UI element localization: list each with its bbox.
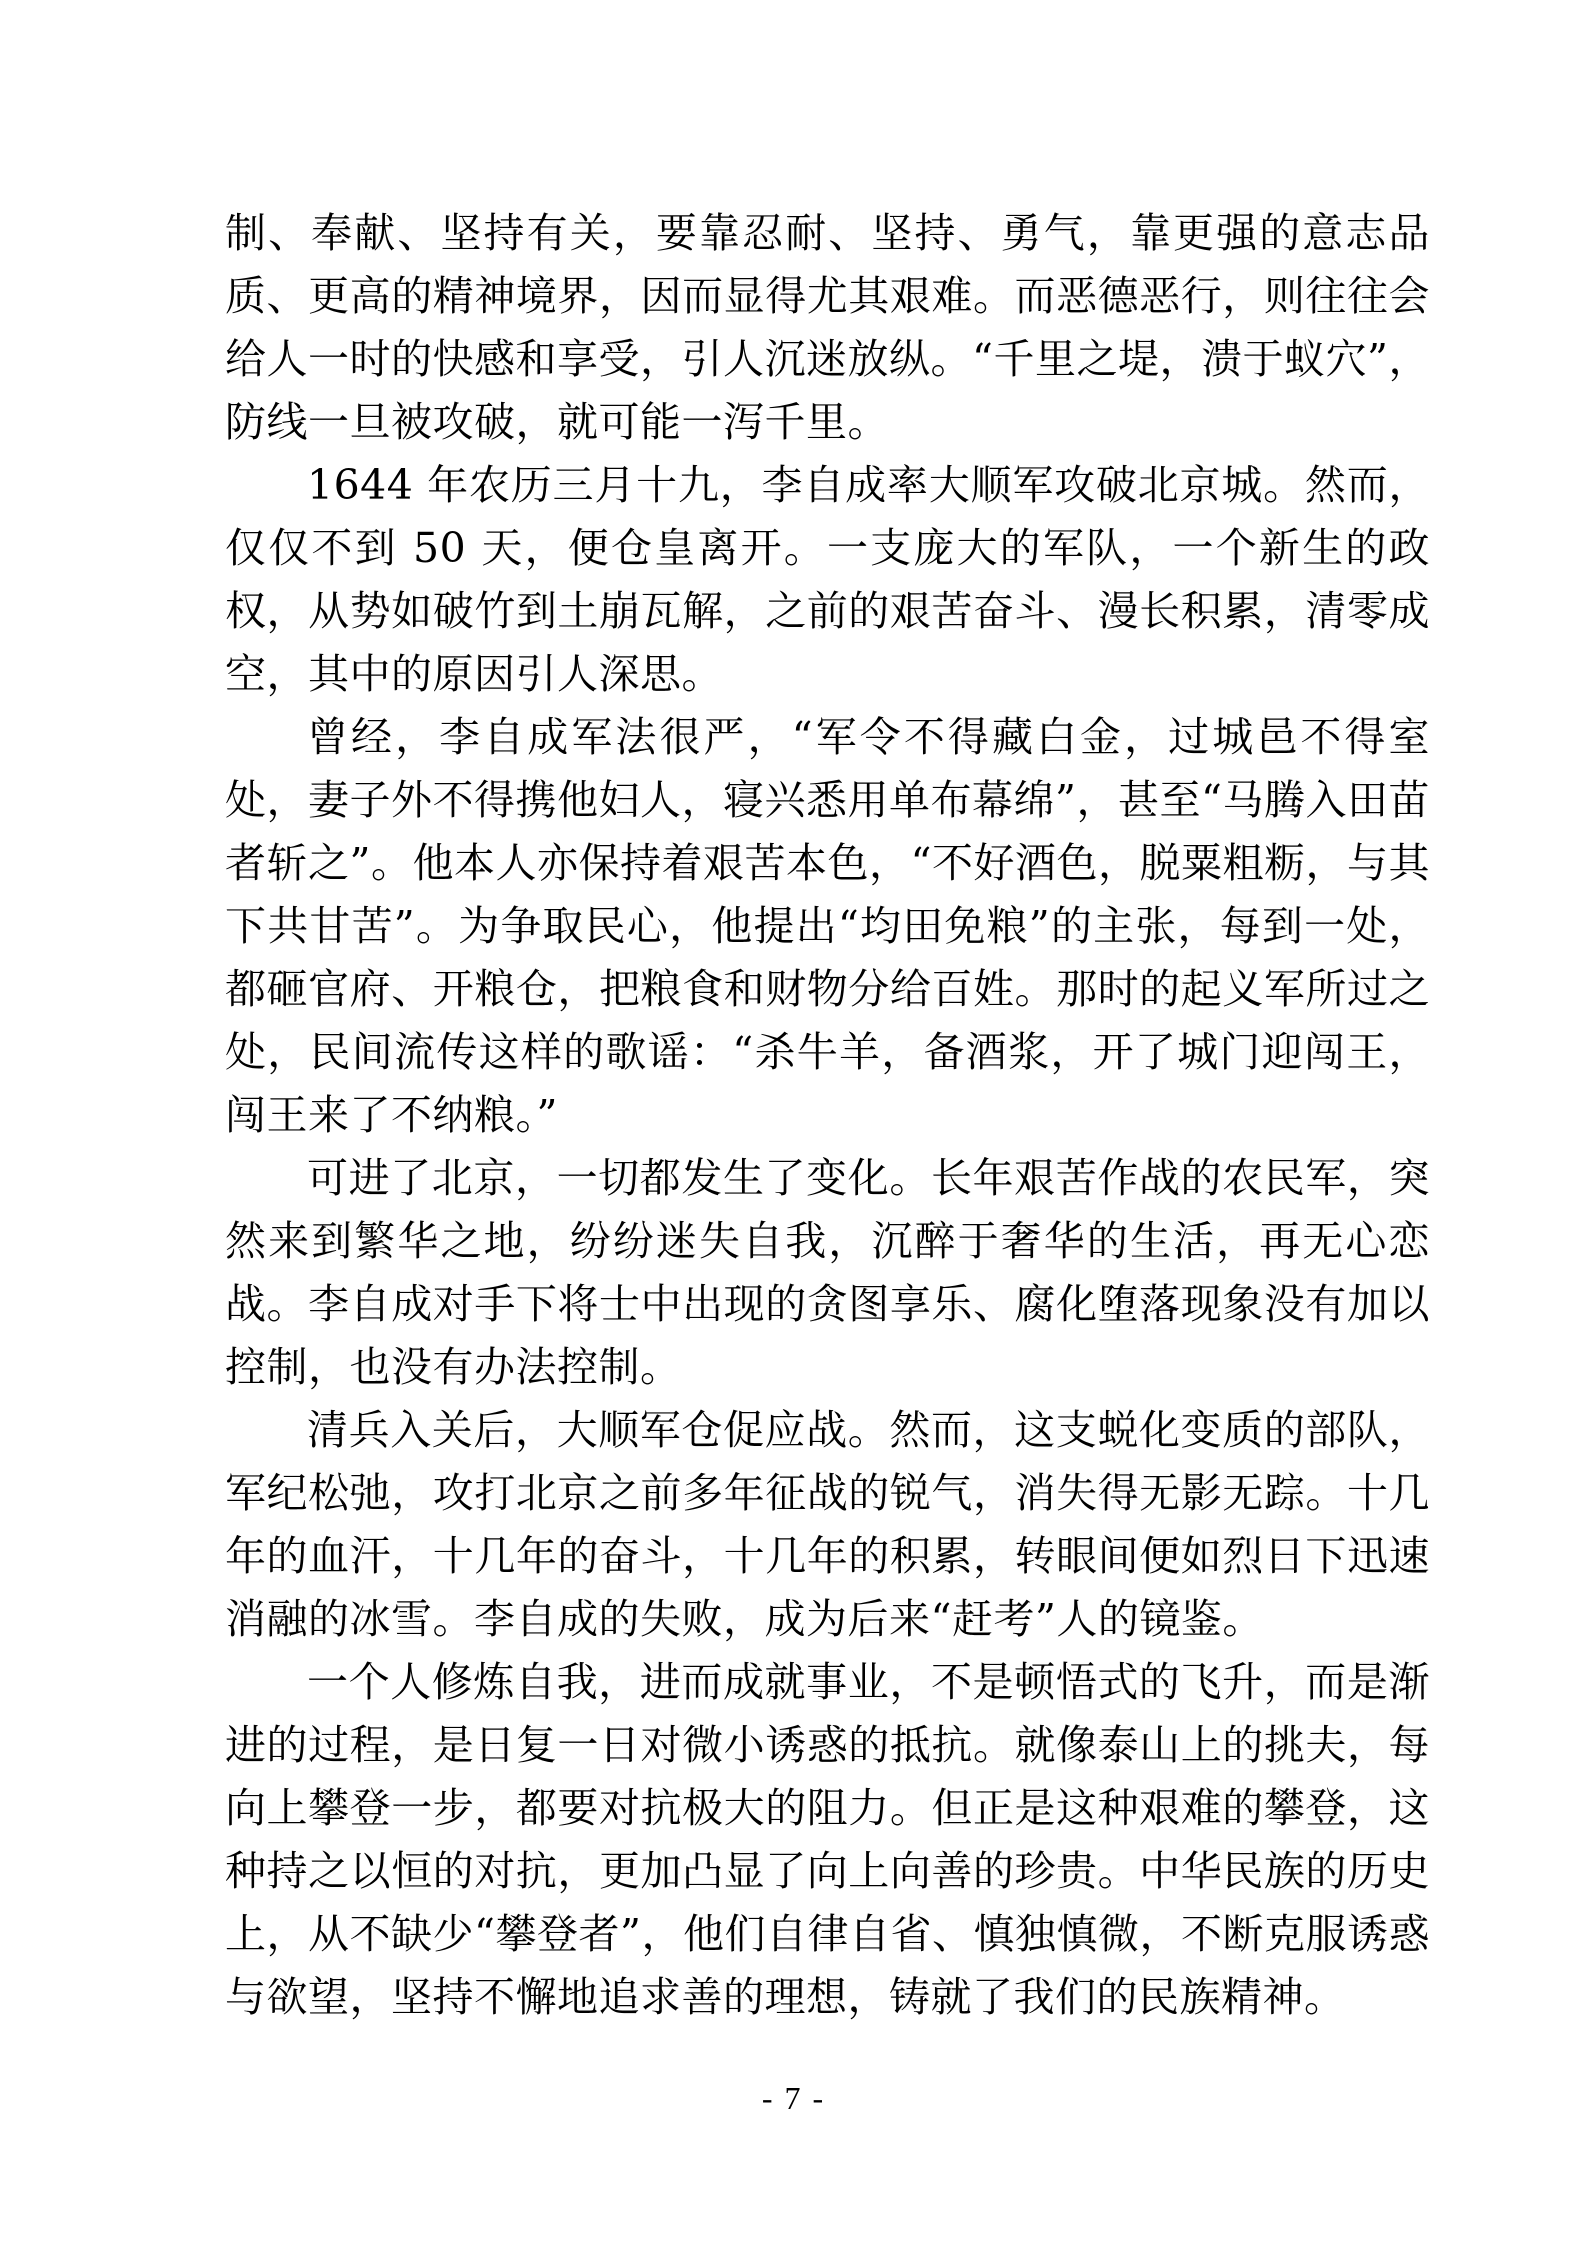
paragraph-self-cultivation: 一个人修炼自我，进而成就事业，不是顿悟式的飞升，而是渐进的过程，是日复一日对微小诱惑的抵抗。就像泰山上的挑夫，每向上攀登一步，都要对抗极大的阻力。但正是这种艰难的攀登，这种持之以恒的对抗，更加凸显了向上向善的珍贵。中华民族的历史上，从不缺少“攀登者”，他们自律自省、慎独慎微，不断克服诱惑与欲望，坚持不懈地追求善的理想，铸就了我们的民族精神。 [225, 1658, 1430, 2021]
page-number: - 7 - [761, 2080, 826, 2116]
page-footer [0, 2078, 1587, 2118]
document-text-block [225, 202, 1430, 2029]
paragraph-military-law: 曾经，李自成军法很严，“军令不得藏白金，过城邑不得室处，妻子外不得携他妇人，寝兴悉用单布幕绵”，甚至“马腾入田苗者斩之”。他本人亦保持着艰苦本色，“不好酒色，脱粟粗粝，与其下共甘苦”。为争取民心，他提出“均田免粮”的主张，每到一处，都砸官府、开粮仓，把粮食和财物分给百姓。那时的起义军所过之处，民间流传这样的歌谣：“杀牛羊，备酒浆，开了城门迎闯王，闯王来了不纳粮。” [225, 713, 1430, 1139]
paragraph-change-in-beijing: 可进了北京，一切都发生了变化。长年艰苦作战的农民军，突然来到繁华之地，纷纷迷失自我，沉醉于奢华的生活，再无心恋战。李自成对手下将士中出现的贪图享乐、腐化堕落现象没有加以控制，也没有办法控制。 [225, 1154, 1430, 1391]
paragraph-continuation: 制、奉献、坚持有关，要靠忍耐、坚持、勇气，靠更强的意志品质、更高的精神境界，因而显得尤其艰难。而恶德恶行，则往往会给人一时的快感和享受，引人沉迷放纵。“千里之堤，溃于蚁穴”，防线一旦被攻破，就可能一泻千里。 [225, 209, 1430, 446]
paragraph-1644-beijing: 1644 年农历三月十九，李自成率大顺军攻破北京城。然而，仅仅不到 50 天，便仓皇离开。一支庞大的军队，一个新生的政权，从势如破竹到土崩瓦解，之前的艰苦奋斗、漫长积累，清零成空，其中的原因引人深思。 [225, 461, 1430, 698]
paragraph-qing-invasion: 清兵入关后，大顺军仓促应战。然而，这支蜕化变质的部队，军纪松弛，攻打北京之前多年征战的锐气，消失得无影无踪。十几年的血汗，十几年的奋斗，十几年的积累，转眼间便如烈日下迅速消融的冰雪。李自成的失败，成为后来“赶考”人的镜鉴。 [225, 1406, 1430, 1643]
